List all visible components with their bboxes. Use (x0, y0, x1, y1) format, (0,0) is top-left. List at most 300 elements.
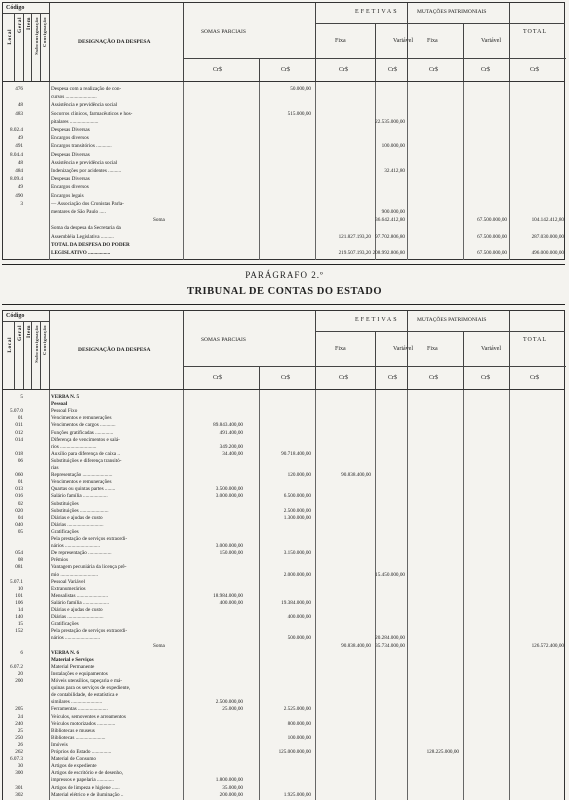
cell-c1: 491 (15, 143, 23, 150)
cell-desc: de contabilidade, de estatística e (51, 692, 118, 699)
cell-desc: Assistência e previdência social (51, 159, 118, 166)
efetivas-label: EFETIVAS (355, 317, 399, 323)
cell-sp2: 2.000.000,00 (283, 571, 311, 578)
cell-desc: Pessoal Fixo (51, 408, 78, 415)
cell-desc: Imóveis (51, 741, 68, 748)
codigo-label: Código (6, 5, 25, 11)
variavel-label: Variável (393, 38, 413, 44)
cell-sp2: 515.000,00 (287, 110, 311, 117)
table-row (3, 749, 564, 755)
table-row (3, 102, 564, 108)
cell-sp1: 2.500.000,00 (215, 699, 243, 706)
codigo-label: Código (6, 313, 25, 319)
cell-c1: 240 (15, 720, 23, 727)
cell-ev: 97.702.806,80 (375, 233, 405, 240)
cell-desc: TOTAL DA DESPESA DO PODER (51, 241, 130, 248)
expense-table-legislative (2, 2, 565, 260)
cell-c1: 6.07.3 (10, 756, 23, 763)
cell-c1: 013 (15, 486, 23, 493)
cell-sp2: 400.000,00 (287, 614, 311, 621)
table-header (3, 311, 564, 390)
cell-desc: Diárias ............................ (51, 614, 104, 621)
cell-sp1: 1.800.000,00 (215, 777, 243, 784)
col-consig-label: Consignação (42, 325, 47, 356)
col-sub-label: Subconsignação (34, 17, 39, 55)
table-row (3, 536, 564, 542)
table-row (3, 763, 564, 769)
section-divider (2, 304, 565, 305)
efetivas-label: EFETIVAS (355, 9, 399, 15)
cell-desc: Veículos motorizados .............. (51, 720, 116, 727)
table-row (3, 465, 564, 471)
cell-c1: 05 (17, 528, 23, 535)
table-row (3, 600, 564, 606)
cell-c1: 49 (17, 135, 23, 142)
cell-c1: 5 (20, 394, 23, 400)
table-row (3, 493, 564, 499)
cell-c1: 49 (17, 184, 23, 191)
table-row (3, 458, 564, 464)
fixa-label: Fixa (335, 38, 346, 44)
table-row (3, 250, 564, 256)
table-row (3, 143, 564, 149)
cell-c1: 205 (15, 706, 23, 713)
cell-ev: 100.000,00 (381, 143, 405, 150)
cell-tot: 287.030.000,00 (531, 233, 564, 240)
cell-sp2: 2.500.000,00 (283, 507, 311, 514)
cell-tot: 496.000.000,00 (531, 250, 564, 256)
cell-c1: 262 (15, 749, 23, 755)
cell-c1: 483 (15, 110, 23, 117)
cell-desc: Gratificações (51, 528, 79, 535)
table-row (3, 657, 564, 663)
cell-sp1: 89.843.400,00 (213, 422, 243, 429)
cell-desc: Assembléia Legislativa .......... (51, 233, 114, 240)
mut-variavel-label: Variável (481, 38, 501, 44)
col-item-label: Item (26, 325, 32, 338)
cell-desc: Funções gratificadas .............. (51, 429, 114, 436)
cell-sp1: 34.400,00 (222, 450, 243, 457)
cell-desc: Pela prestação de serviços extraordi- (51, 536, 128, 542)
cell-c1: 018 (15, 450, 23, 457)
col-local-label: Local (7, 337, 13, 353)
cell-ev: 208.992.806,80 (372, 250, 405, 256)
cell-ev: 22.535.000,00 (375, 118, 405, 125)
cell-desc: Auxílio para diferença de caixa .. (51, 450, 120, 457)
table-row (3, 86, 564, 92)
table-row (3, 501, 564, 507)
cell-desc: Encargos diversos (51, 184, 89, 191)
designacao-label: DESIGNAÇÃO DA DESPESA (78, 347, 151, 353)
col-sub-label: Subconsignação (34, 325, 39, 363)
cell-c1: 490 (15, 192, 23, 199)
table-row (3, 692, 564, 698)
mutacoes-label: MUTAÇÕES PATRIMONIAIS (417, 317, 487, 323)
cell-desc: Despesa com a realização de con- (51, 86, 122, 92)
table-row (3, 152, 564, 158)
cell-ev: 35.734.000,00 (375, 642, 405, 649)
currency-label: Cr$ (339, 375, 348, 381)
cell-desc: Material e Serviços (51, 656, 94, 663)
cell-c1: 012 (15, 429, 23, 436)
cell-c1: 01 (17, 415, 23, 422)
table-body (3, 390, 564, 800)
table-row (3, 628, 564, 634)
table-row (3, 735, 564, 741)
cell-desc: Quartas ou quintas partes ........ (51, 486, 116, 493)
currency-label: Cr$ (339, 67, 348, 73)
table-row (3, 209, 564, 215)
total-label: TOTAL (523, 337, 548, 343)
cell-mf: 128.225.000,00 (426, 749, 459, 755)
cell-desc: Substituições (51, 500, 79, 507)
cell-sp1: 200.000,00 (219, 791, 243, 798)
cell-sp2: 800.000,00 (287, 720, 311, 727)
cell-desc: Gratificações (51, 621, 79, 628)
cell-desc: Soma da despesa da Secretaria da (51, 225, 121, 232)
total-label: TOTAL (523, 29, 548, 35)
mut-fixa-label: Fixa (427, 38, 438, 44)
col-consig-label: Consignação (42, 17, 47, 48)
cell-ev: 36.642.412,80 (375, 217, 405, 224)
table-row (3, 586, 564, 592)
cell-c1: 301 (15, 784, 23, 791)
cell-c1: 8.02.4 (10, 127, 23, 133)
cell-desc: Artigos de limpeza e higiene ...... (51, 784, 120, 791)
cell-c1: 302 (15, 791, 23, 798)
somas-parciais-label: SOMAS PARCIAIS (201, 337, 246, 343)
cell-desc: nários ........................... (51, 635, 100, 642)
table-row (3, 635, 564, 641)
expense-table-tribunal (2, 310, 565, 800)
table-row (3, 111, 564, 117)
cell-desc: similares ........................ (51, 699, 103, 706)
table-row (3, 127, 564, 133)
cell-mv: 67.500.000,00 (477, 250, 507, 256)
section-divider (2, 264, 565, 265)
cell-desc: Artigos de escritório e de desenho, (51, 770, 124, 777)
table-row (3, 699, 564, 705)
designacao-label: DESIGNAÇÃO DA DESPESA (78, 39, 151, 45)
cell-c1: 5.07.0 (10, 408, 23, 415)
cell-ef: 90.838.400,00 (341, 472, 371, 479)
cell-desc: Salário família ................... (51, 493, 108, 500)
cell-c1: 054 (15, 550, 23, 557)
cell-desc: pitalares ...................... (51, 118, 99, 125)
cell-desc: Substituições ...................... (51, 507, 109, 514)
table-row (3, 756, 564, 762)
col-geral-label: Geral (17, 325, 23, 341)
cell-c1: 20 (17, 670, 23, 677)
table-row (3, 394, 564, 400)
table-row (3, 522, 564, 528)
cell-desc: Material elétrico e de iluminação .. (51, 791, 124, 798)
table-row (3, 201, 564, 207)
cell-sp2: 120.000,00 (287, 472, 311, 479)
cell-c1: 15 (17, 621, 23, 628)
fixa-label: Fixa (335, 346, 346, 352)
table-row (3, 515, 564, 521)
variavel-label: Variável (393, 346, 413, 352)
table-row (3, 472, 564, 478)
cell-desc: Encargos legais (51, 192, 84, 199)
table-row (3, 742, 564, 748)
table-row (3, 607, 564, 613)
currency-label: Cr$ (388, 67, 397, 73)
cell-c1: 48 (17, 159, 23, 166)
table-row (3, 685, 564, 691)
paragraph-heading: PARÁGRAFO 2.º (245, 270, 324, 280)
table-row (3, 119, 564, 125)
cell-c1: 250 (15, 734, 23, 741)
cell-c1: 6.07.2 (10, 663, 23, 670)
table-row (3, 415, 564, 421)
table-row (3, 437, 564, 443)
cell-ef: 121.827.193,20 (338, 233, 371, 240)
currency-label: Cr$ (481, 375, 490, 381)
cell-desc: Salário família .................... (51, 599, 109, 606)
cell-c1: 04 (17, 514, 23, 521)
table-row (3, 168, 564, 174)
cell-c1: 08 (17, 557, 23, 564)
cell-desc: Material Permanente (51, 663, 95, 670)
cell-desc: Bibliotecas e museus (51, 727, 95, 734)
table-row (3, 621, 564, 627)
table-row (3, 234, 564, 240)
cell-desc: Assistência e previdência social (51, 102, 118, 109)
table-body (3, 82, 564, 260)
table-row (3, 572, 564, 578)
cell-sp1: 35.000,00 (222, 784, 243, 791)
table-row (3, 401, 564, 407)
cell-sp1: 400.000,00 (219, 599, 243, 606)
cell-desc: Pessoal (51, 401, 68, 408)
cell-sp2: 6.500.000,00 (283, 493, 311, 500)
cell-desc: Diárias ............................ (51, 521, 104, 528)
cell-sp2: 19.384.000,00 (281, 599, 311, 606)
cell-desc: Diferença de vencimentos e salá- (51, 436, 120, 443)
cell-desc: Pela prestação de serviços extraordi- (51, 628, 128, 635)
cell-desc: Diárias e ajudas de custo (51, 607, 103, 613)
currency-label: Cr$ (429, 375, 438, 381)
cell-sp2: 3.150.000,00 (283, 550, 311, 557)
cell-ef: 219.507.193,20 (338, 250, 371, 256)
cell-c1: 14 (17, 607, 23, 613)
table-row (3, 770, 564, 776)
cell-desc: Diárias e ajudas de custo (51, 514, 103, 521)
currency-label: Cr$ (530, 375, 539, 381)
table-row (3, 430, 564, 436)
table-row (3, 135, 564, 141)
cell-c1: 10 (17, 585, 23, 592)
cell-c1: 011 (15, 422, 23, 429)
cell-desc: cursos ........................ (51, 94, 97, 101)
cell-desc: Substituições e diferença transitó- (51, 457, 122, 464)
cell-desc: quinas para os serviços de expediente, (51, 685, 131, 692)
section-title: TRIBUNAL DE CONTAS DO ESTADO (186, 286, 383, 297)
cell-desc: Indenizações por acidentes .......... (51, 168, 122, 174)
cell-c1: 06 (17, 457, 23, 464)
cell-c1: 01 (17, 479, 23, 486)
cell-sp2: 100.000,00 (287, 734, 311, 741)
table-row (3, 529, 564, 535)
cell-c1: 26 (17, 741, 23, 748)
cell-desc: — Associação dos Cronistas Parla- (51, 200, 124, 207)
currency-label: Cr$ (213, 375, 222, 381)
cell-desc: Despesas Diversas (51, 151, 90, 158)
cell-sp1: 3.000.000,00 (215, 543, 243, 550)
currency-label: Cr$ (530, 67, 539, 73)
table-row (3, 225, 564, 231)
cell-desc: Despesas Diversas (51, 127, 90, 133)
cell-ef: 90.838.400,00 (341, 642, 371, 649)
cell-desc: nários ........................... (51, 543, 100, 550)
table-row (3, 593, 564, 599)
table-row (3, 422, 564, 428)
cell-mv: 67.500.000,00 (477, 217, 507, 224)
table-row (3, 671, 564, 677)
table-row (3, 777, 564, 783)
cell-c1: 081 (15, 564, 23, 571)
currency-label: Cr$ (429, 67, 438, 73)
cell-sp2: 1.300.000,00 (283, 514, 311, 521)
cell-desc: Soma (153, 642, 165, 649)
cell-desc: Bibliotecas ....................... (51, 734, 106, 741)
currency-label: Cr$ (281, 67, 290, 73)
cell-c1: 02 (17, 500, 23, 507)
cell-desc: Pessoal Variável (51, 578, 86, 585)
cell-c1: 106 (15, 599, 23, 606)
cell-desc: mentares de São Paulo ..... (51, 209, 106, 215)
cell-desc: LEGISLATIVO ................. (51, 250, 111, 256)
table-row (3, 94, 564, 100)
cell-sp2: 90.718.400,00 (281, 450, 311, 457)
cell-c1: 014 (15, 436, 23, 443)
table-row (3, 444, 564, 450)
cell-desc: Representação ....................... (51, 472, 113, 479)
cell-desc: Mensalistas ........................ (51, 592, 108, 599)
cell-c1: 101 (15, 592, 23, 599)
table-row (3, 792, 564, 798)
cell-c1: 5.07.1 (10, 578, 23, 585)
cell-c1: 24 (17, 713, 23, 720)
cell-sp2: 500.000,00 (287, 635, 311, 642)
cell-sp1: 491.400,00 (219, 429, 243, 436)
currency-label: Cr$ (388, 375, 397, 381)
cell-desc: Vantagem pecuniária da licença prê- (51, 564, 127, 571)
mutacoes-label: MUTAÇÕES PATRIMONIAIS (417, 9, 487, 15)
mut-fixa-label: Fixa (427, 346, 438, 352)
table-row (3, 678, 564, 684)
currency-label: Cr$ (481, 67, 490, 73)
table-row (3, 706, 564, 712)
table-row (3, 557, 564, 563)
cell-desc: Próprios do Estado ............... (51, 749, 112, 755)
cell-c1: 3 (20, 200, 23, 207)
cell-sp1: 349.200,00 (219, 443, 243, 450)
cell-desc: Instalações e equipamentos (51, 670, 108, 677)
cell-desc: Ferramentas ....................... (51, 706, 108, 713)
cell-c1: 020 (15, 507, 23, 514)
cell-sp2: 1.925.000,00 (283, 791, 311, 798)
cell-ev: 20.284.000,00 (375, 635, 405, 642)
cell-sp1: 3.000.000,00 (215, 493, 243, 500)
cell-desc: Artigos de expediente (51, 763, 97, 770)
cell-c1: 48 (17, 102, 23, 109)
cell-sp1: 25.000,00 (222, 706, 243, 713)
cell-c1: 040 (15, 521, 23, 528)
table-row (3, 217, 564, 223)
table-row (3, 479, 564, 485)
cell-desc: Encargos diversos (51, 135, 89, 142)
table-row (3, 721, 564, 727)
table-row (3, 451, 564, 457)
table-row (3, 408, 564, 414)
mut-variavel-label: Variável (481, 346, 501, 352)
cell-ev: 15.450.000,00 (375, 571, 405, 578)
cell-desc: Material de Consumo (51, 756, 96, 763)
cell-desc: Vencimentos de cargos ............ (51, 422, 116, 429)
cell-desc: Móveis utensílios, tapeçaria e má- (51, 678, 123, 684)
cell-c1: 476 (15, 86, 23, 92)
cell-desc: De representação .................. (51, 550, 112, 557)
col-geral-label: Geral (17, 17, 23, 33)
cell-sp1: 3.500.000,00 (215, 486, 243, 493)
cell-desc: Vencimentos e remunerações (51, 479, 112, 486)
cell-c1: 25 (17, 727, 23, 734)
table-row (3, 193, 564, 199)
cell-desc: Veículos, semoventes e arreamentos (51, 713, 126, 720)
table-row (3, 614, 564, 620)
cell-desc: Vencimentos e remunerações (51, 415, 112, 422)
cell-desc: VERBA N. 6 (51, 649, 80, 656)
cell-desc: Extranumerários (51, 585, 86, 592)
cell-mv: 67.500.000,00 (477, 233, 507, 240)
table-row (3, 643, 564, 649)
table-header (3, 3, 564, 82)
cell-desc: Despesas Diversas (51, 176, 90, 183)
table-row (3, 184, 564, 190)
table-row (3, 714, 564, 720)
cell-c1: 8.09.4 (10, 176, 23, 183)
cell-c1: 6 (20, 649, 23, 656)
table-row (3, 650, 564, 656)
cell-ev: 900.000,00 (381, 209, 405, 215)
cell-c1: 140 (15, 614, 23, 621)
col-item-label: Item (26, 17, 32, 30)
table-row (3, 543, 564, 549)
cell-sp2: 125.000.000,00 (278, 749, 311, 755)
col-local-label: Local (7, 29, 13, 45)
cell-c1: 016 (15, 493, 23, 500)
currency-label: Cr$ (213, 67, 222, 73)
currency-label: Cr$ (281, 375, 290, 381)
somas-parciais-label: SOMAS PARCIAIS (201, 29, 246, 35)
cell-desc: Encargos transitórios ............ (51, 143, 112, 150)
cell-desc: Soma (153, 217, 165, 224)
cell-desc: mio ............................. (51, 571, 98, 578)
cell-tot: 104.142.412,80 (531, 217, 564, 224)
table-row (3, 508, 564, 514)
cell-c1: 152 (15, 628, 23, 635)
table-row (3, 728, 564, 734)
table-row (3, 242, 564, 248)
cell-c1: 484 (15, 168, 23, 174)
cell-desc: VERBA N. 5 (51, 394, 80, 400)
table-row (3, 550, 564, 556)
cell-sp1: 150.000,00 (219, 550, 243, 557)
cell-desc: rios ............................ (51, 443, 97, 450)
